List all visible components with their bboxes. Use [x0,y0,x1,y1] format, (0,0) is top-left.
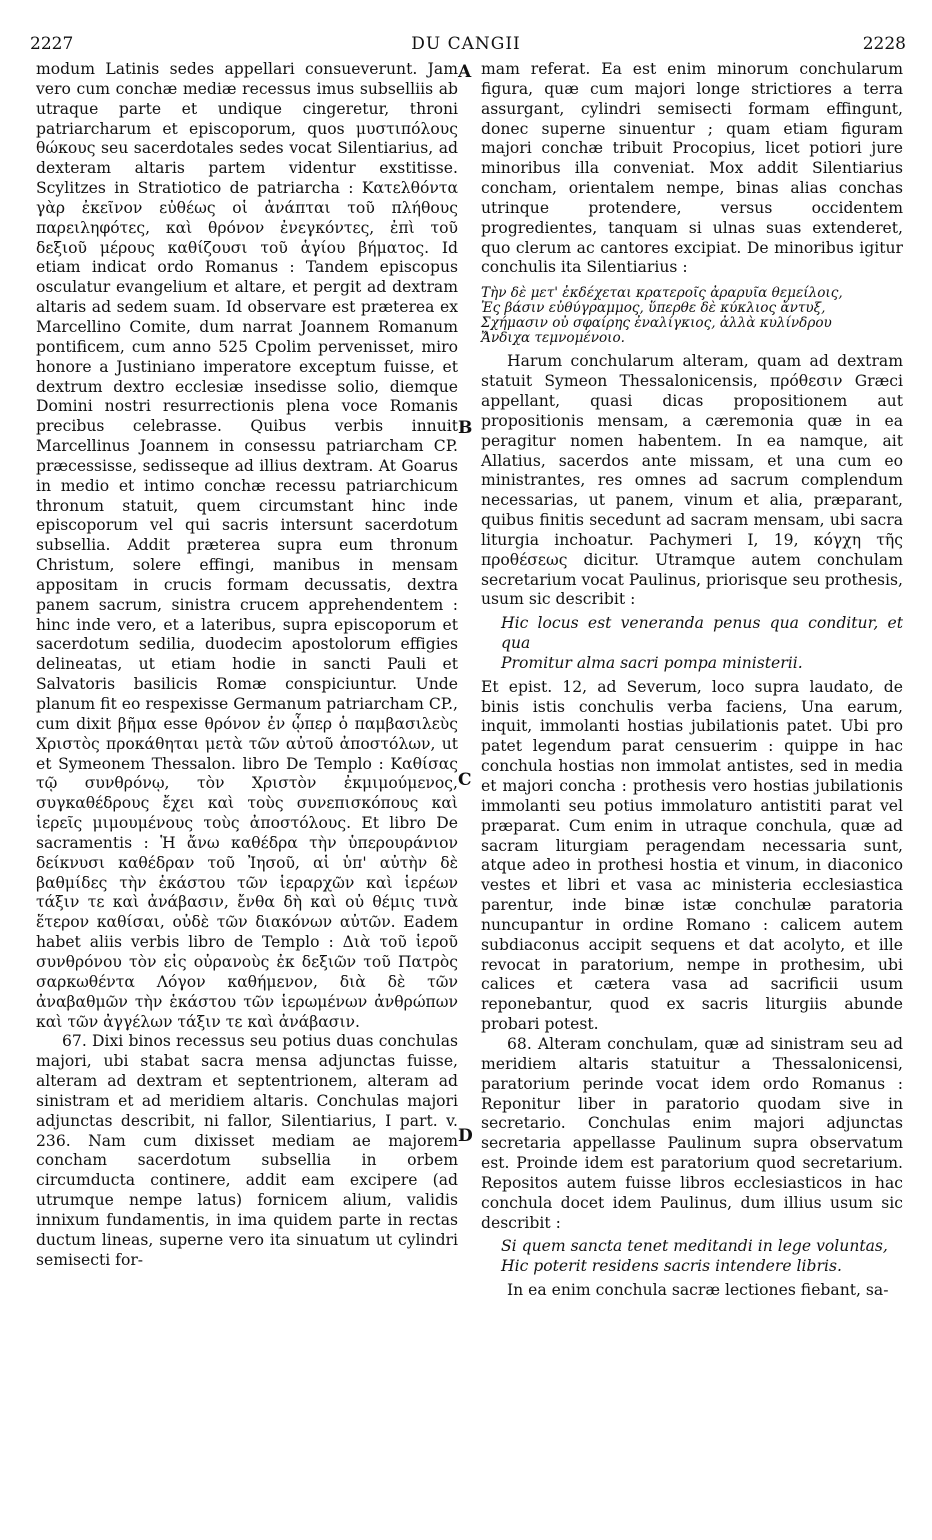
latin-verse-block-2 [481,1237,903,1277]
verse-line: Ἄνδιχα τεμνομένοιο. [481,330,626,347]
verse-line: Τὴν δὲ μετ' ἐκδέχεται κρατεροῖς ἀραρυῖα θεμείλοις, [481,285,843,302]
left-column [36,60,458,1270]
left-paragraph-1: modum Latinis sedes appellari consueverunt. Jam vero cum conchæ mediæ recessus imus subselliis ab utraque parte et undique cingeretur, throni patriarcharum et episcoporum, quos μυστιπόλους θώκους seu sacerdotales sedes vocat Silentiarius, ad dexteram altaris partem videntur exstitisse. Scylitzes in Stratiotico de patriarcha : Κατελθόντα γὰρ ἐκεῖνον εὐθέως οἱ ἀνάπται τοῦ πλήθους παρειληφότες, καὶ θρόνον ἐνεγκόντες, ἐπὶ τοῦ δεξιοῦ μέρους καθίζουσι τοῦ ἁγίου βήματος. Id etiam indicat ordo Romanus : Tandem episcopus osculatur evangelium et altare, et pergit ad dextram altaris ad sedem suam. Id observare est præterea ex Marcellino Comite, dum narrat Joannem Romanum pontificem, cum anno 525 Cpolim pervenisset, miro honore a Justiniano imperatore exceptum fuisse, et dextrum dextro ecclesiæ insedisse solio, diemque Domini nostri resurrectionis plena voce Romanis precibus celebrasse. Quibus verbis innuit Marcellinus Joannem in consessu patriarcham CP. præcessisse, sedisseque ad illius dextram. At Goarus in medio et intimo conchæ recessu patriarchicum thronum statuit, quem circumstant hinc inde episcoporum vel qui sacris intersunt sacerdotum subsellia. Addit præterea supra eum thronum Christum, solere effingi, manibus in mensam appositam in crucis formam decussatis, dextra panem sacrum, sinistra crucem apprehendentem : hinc inde vero, et a lateribus, supra episcoporum et sacerdotum sedilia, duodecim apostolorum effigies delineatas, ut etiam hodie in sancti Pauli et Salvatoris basilicis Romæ conspiciuntur. Unde planum fit eo respexisse Germanum patriarcham CP., cum dixit βῆμα esse θρόνον ἐν ᾧπερ ὁ παμβασιλεὺς Χριστὸς προκάθηται μετὰ τῶν αὐτοῦ ἀποστόλων, ut et Symeonem Thessalon. libro De Templo : Καθίσας τῷ συνθρόνῳ, τὸν Χριστὸν ἐκμιμούμενος, συγκαθέδρους ἔχει καὶ τοὺς συνεπισκόπους καὶ ἱερεῖς μιμουμένους τοὺς ἀποστόλους. Et libro De sacramentis : Ἡ ἄνω καθέδρα τὴν ὑπερουράνιον δείκνυσι καθέδραν τοῦ Ἰησοῦ, αἱ ὑπ' αὐτὴν δὲ βαθμίδες τὴν ἑκάστου τῶν ἱεραρχῶν καὶ ἱερέων τάξιν τε καὶ ἀνάβασιν, ἔνθα δὴ καὶ οὐ θέμις τινὰ ἕτερον καθίσαι, οὐδὲ τῶν διακόνων αὐτῶν. Eadem habet aliis verbis libro de Templo : Διὰ τοῦ ἱεροῦ συνθρόνου τὸν εἰς οὐρανοὺς ἐκ δεξιῶν τοῦ Πατρὸς σαρκωθέντα Λόγον καθήμενον, διὰ δὲ τῶν ἀναβαθμῶν τὴν ἑκάστου τῶν ἱερωμένων ἀνθρώπων καὶ τῶν ἀγγέλων τάξιν τε καὶ ἀνάβασιν. [36,60,458,1031]
margin-marker-d: D [458,1126,473,1146]
right-column [481,60,903,1301]
verse-line: Promitur alma sacri pompa ministerii. [501,653,803,672]
verse-line: Si quem sancta tenet meditandi in lege voluntas, [501,1237,888,1256]
verse-line: Hic locus est veneranda penus qua conditur, et qua [501,614,903,653]
latin-verse-block-1 [481,614,903,674]
margin-marker-a: A [458,62,472,82]
right-paragraph-last: In ea enim conchula sacræ lectiones fiebant, sa- [507,1281,889,1300]
verse-line: Hic poterit residens sacris intendere libris. [501,1257,842,1276]
verse-line: Ἐς βάσιν εὐθύγραμμος, ὕπερθε δὲ κύκλιος ἄντυξ, [481,300,826,317]
page-number-left: 2227 [30,34,74,54]
right-paragraph-3: Et epist. 12, ad Severum, loco supra laudato, de binis istis conchulis verba faciens, Una earum, inquit, immolanti hostias jubilationis patet. Ubi pro patet legendum parat censuerim : quippe in hac conchula hostias non immolat antistes, sed in media et majori concha : prothesis vero hostias jubilationis immolanti seu potius immolaturo antistiti parat vel præparat. Cum enim in utraque conchula, quæ ad sacram liturgiam peragendam necessaria sunt, atque adeo in prothesi hostia et vinum, in diaconico vestes et libri et vasa ac ministeria ecclesiastica parentur, inde binæ istæ conchulæ paratoria nuncupantur in ordine Romano : calicem autem subdiaconus accipit sequens et dat acolyto, et ille revocat in paratorium, nempe in prothesim, ubi calices et cætera vasa ad sacrificii usum reponebantur, quod ex sacris liturgiis abunde probari potest. [481,677,903,1034]
verse-line: Σχήμασιν οὐ σφαίρης ἐναλίγκιος, ἀλλὰ κυλίνδρου [481,315,832,332]
margin-marker-c: C [458,770,472,790]
margin-marker-b: B [458,418,473,438]
right-paragraph-68: 68. Alteram conchulam, quæ ad sinistram seu ad meridiem altaris statuitur a Thessalonicensi, paratorium perinde vocat idem ordo Romanus : Reponitur liber in paratorio quodam sive in secretario. Conchulas enim majori adjunctas secretaria appellasse Paulinum supra observatum est. Proinde idem est paratorium quod secretarium. Repositos autem fuisse libros ecclesiasticos in hac conchula docet idem Paulinus, dum illius usum sic describit : [481,1034,903,1232]
greek-verse-block [481,286,903,346]
running-title: DU CANGII [411,34,521,54]
right-paragraph-2: Harum conchularum alteram, quam ad dextram statuit Symeon Thessalonicensis, πρόθεσιν Græci appellant, quasi dicas propositionem aut propositionis mensam, a cæremonia quæ in ea peragitur nomen habentem. In ea namque, ait Allatius, sacerdos ante missam, et una cum eo ministrantes, res omnes ad sacrum complendum necessarias, ut panem, vinum et alia, præparant, quibus finitis secedunt ad sacram mensam, ubi sacra liturgia inchoatur. Pachymeri I, 19, κόγχη τῆς προθέσεως dicitur. Utramque autem conchulam secretarium vocat Paulinus, priorisque seu prothesis, usum sic describit : [481,352,904,609]
left-paragraph-67: 67. Dixi binos recessus seu potius duas conchulas majori, ubi stabat sacra mensa adjunctas fuisse, alteram ad dextram et septentrionem, alteram ad sinistram et ad meridiem altaris. Conchulas majori adjunctas describit, ni fallor, Silentiarius, I part. v. 236. Nam cum dixisset mediam ae majorem concham sacerdotum subsellia in orbem circumducta continere, addit eam excipere (ad utrumque nempe latus) fornicem alium, validis innixum fundamentis, in ima quidem parte in rectas ductum lineas, superne vero ita sinuatum ut cylindri semisecti for- [36,1032,458,1269]
page-number-right: 2228 [862,34,906,54]
right-paragraph-1: mam referat. Ea est enim minorum conchularum figura, quæ cum majori longe strictiores a terra assurgant, cylindri semisecti formam effingunt, donec superne sinuentur ; quam etiam figuram majori conchæ tribuit Procopius, licet potiori jure minoribus illa conveniat. Mox addit Silentiarius concham, orientalem nempe, binas alias conchas utrinque protendere, versus occidentem progredientes, tanquam si ulnas suas extenderet, quo clerum ac cantores excipiat. De minoribus igitur conchulis ita Silentiarius : [481,60,903,277]
